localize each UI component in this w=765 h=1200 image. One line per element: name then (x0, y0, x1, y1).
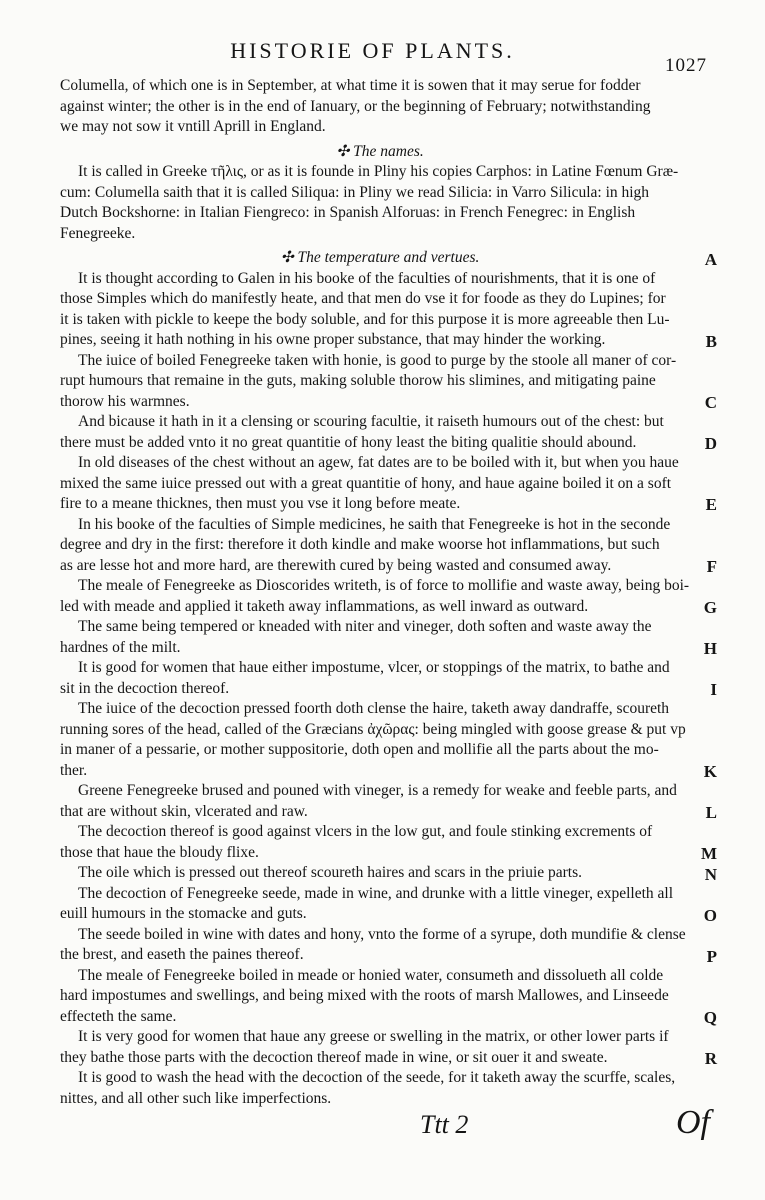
text-line: In his booke of the faculties of Simple medicines, he saith that Fenegreeke is hot in the seconde (78, 515, 671, 533)
text-line: Columella, of which one is in September, at what time it is sowen that it may serue for fodder (60, 77, 641, 94)
text-line: in maner of a pessarie, or mother suppositorie, doth open and mollifie all the parts about the mo- (60, 741, 659, 758)
margin-letter-f: F (706, 557, 717, 576)
text-line: It is thought according to Galen in his booke of the faculties of nourishments, that it is one of (78, 269, 656, 287)
margin-letter-e: E (705, 495, 717, 514)
margin-letter-m: M (700, 844, 717, 863)
section-heading-text: The names. (353, 142, 424, 160)
text-line: The meale of Fenegreeke as Dioscorides writeth, is of force to mollifie and waste away, being boi- (78, 577, 690, 594)
text-line: that are without skin, vlcerated and raw. (60, 802, 308, 820)
margin-letter-a: A (704, 250, 717, 269)
text-line: It is good for women that haue either impostume, vlcer, or stoppings of the matrix, to bathe and (78, 659, 670, 676)
text-line: against winter; the other is in the end of Ianuary, or the beginning of February; notwithstanding (60, 97, 651, 115)
text-line: Fenegreeke. (60, 224, 136, 242)
margin-letter-b: B (705, 332, 717, 351)
margin-letter-r: R (704, 1049, 717, 1068)
signature-mark: Ttt 2 (420, 1110, 469, 1139)
text-line: rupt humours that remaine in the guts, making soluble thorow his slimines, and mitigating paine (60, 372, 656, 389)
margin-letter-k: K (703, 762, 717, 781)
text-line: It is very good for women that haue any greese or swelling in the matrix, or other lower parts if (78, 1028, 669, 1045)
page-number: 1027 (665, 55, 707, 76)
margin-letter-q: Q (703, 1008, 717, 1027)
text-line: pines, seeing it hath nothing in his owne proper substance, that may hinder the working. (60, 331, 606, 348)
section-heading-text: The temperature and vertues. (297, 249, 480, 266)
text-line: mixed the same iuice pressed out with a great quantitie of hony, and haue againe boiled it on a soft (60, 474, 672, 492)
text-line: there must be added vnto it no great quantitie of hony least the biting qualitie should abound. (60, 433, 637, 451)
text-line: led with meade and applied it taketh away inflammations, as well inward as outward. (60, 597, 589, 615)
text-line: we may not sow it vntill Aprill in England. (60, 118, 326, 135)
text-line: those Simples which do manifestly heate, and that men do vse it for foode as they do Lupines; for (60, 290, 666, 307)
text-line: The iuice of boiled Fenegreeke taken with honie, is good to purge by the stoole all maner of cor- (78, 351, 677, 369)
margin-letter-n: N (704, 865, 717, 884)
catchword: Of (676, 1104, 710, 1141)
text-line: Dutch Bockshorne: in Italian Fiengreco: in Spanish Alforuas: in French Fenegrec: in English (60, 204, 636, 221)
margin-letter-d: D (704, 434, 717, 453)
text-line: In old diseases of the chest without an agew, fat dates are to be boiled with it, but when you haue (78, 454, 679, 471)
text-line: The same being tempered or kneaded with niter and vineger, doth soften and waste away the (78, 618, 652, 635)
text-line: The decoction thereof is good against vlcers in the low gut, and foule stinking excrements of (78, 823, 653, 840)
text-line: ther. (60, 761, 88, 779)
text-line: sit in the decoction thereof. (60, 679, 230, 697)
text-line: degree and dry in the first: therefore it doth kindle and make woorse hot inflammations, but such (60, 536, 660, 553)
text-line: those that haue the bloudy flixe. (60, 843, 259, 861)
text-line: hardnes of the milt. (60, 638, 181, 656)
text-line: it is taken with pickle to keepe the body soluble, and for this purpose it is more agreeable then Lu- (60, 310, 670, 328)
margin-letter-g: G (703, 598, 717, 617)
text-line: Greene Fenegreeke brused and pouned with vineger, is a remedy for weake and feeble parts, and (78, 782, 677, 799)
text-line: running sores of the head, called of the Græcians ἀχῶρας: being mingled with goose grease & put vp (60, 720, 686, 738)
text-line: The seede boiled in wine with dates and hony, vnto the forme of a syrupe, doth mundifie & clense (78, 925, 686, 943)
section-heading-temperature: ✣ The temperature and vertues. (280, 249, 480, 266)
text-line: The decoction of Fenegreeke seede, made in wine, and drunke with a little vineger, expelleth all (78, 884, 674, 902)
section-heading-names: ✣ The names. (336, 142, 424, 160)
text-line: fire to a meane thicknes, then must you vse it long before meate. (60, 495, 461, 512)
text-line: thorow his warmnes. (60, 392, 190, 410)
text-line: The meale of Fenegreeke boiled in meade or honied water, consumeth and dissolueth all colde (78, 966, 664, 984)
margin-letter-c: C (704, 393, 717, 412)
text-line: The iuice of the decoction pressed foorth doth clense the haire, taketh away dandraffe, scoureth (78, 700, 670, 717)
text-line: euill humours in the stomacke and guts. (60, 905, 307, 922)
margin-letter-p: P (706, 947, 717, 966)
text-line: as are lesse hot and more hard, are therewith cured by being wasted and consumed away. (60, 556, 612, 574)
text-line: cum: Columella saith that it is called Siliqua: in Pliny we read Silicia: in Varro Silicula: in high (60, 183, 650, 201)
running-head: HISTORIE OF PLANTS. (230, 38, 515, 63)
text-line: nittes, and all other such like imperfections. (60, 1089, 332, 1107)
text-line: hard impostumes and swellings, and being mixed with the roots of marsh Mallowes, and Linseede (60, 987, 669, 1004)
text-line: effecteth the same. (60, 1007, 177, 1025)
margin-letter-l: L (705, 803, 717, 822)
text-line: they bathe those parts with the decoction thereof made in wine, or sit ouer it and sweate. (60, 1048, 608, 1066)
text-line: the brest, and easeth the paines thereof. (60, 946, 304, 963)
text-line: It is called in Greeke τῆλις, or as it is founde in Pliny his copies Carphos: in Latine Fœnum Græ- (78, 163, 679, 180)
margin-letter-o: O (703, 906, 717, 925)
main-text (60, 76, 700, 1109)
margin-letter-h: H (703, 639, 717, 658)
margin-letter-i: I (710, 680, 717, 699)
text-line: It is good to wash the head with the decoction of the seede, for it taketh away the scurffe, scales, (78, 1069, 676, 1086)
text-line: The oile which is pressed out thereof scoureth haires and scars in the priuie parts. (78, 864, 583, 881)
text-line: And bicause it hath in it a clensing or scouring facultie, it raiseth humours out of the chest: but (78, 413, 664, 430)
